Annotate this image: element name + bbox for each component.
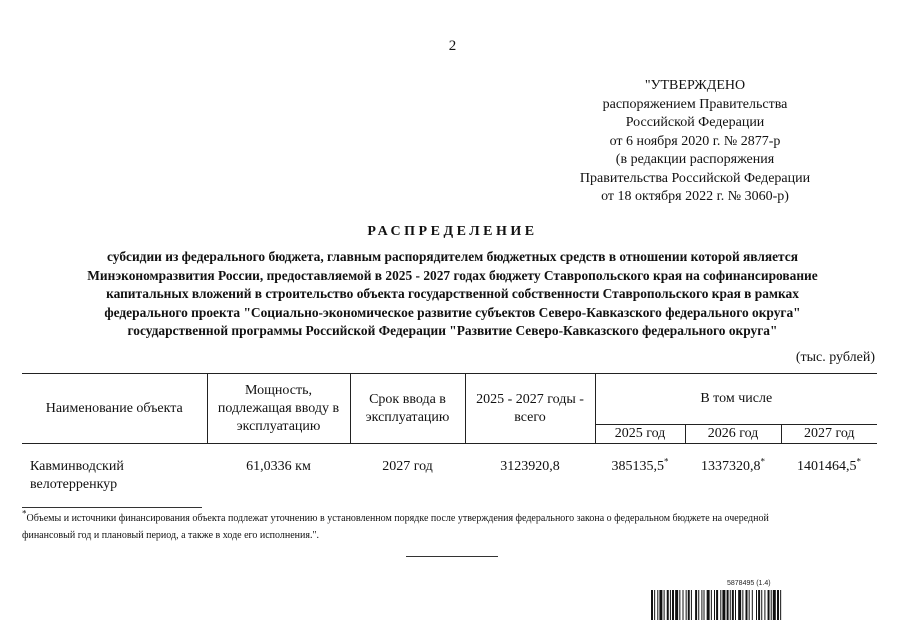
- header-capacity: Мощность, подлежащая вводу в эксплуатацию: [207, 374, 350, 444]
- footnote-mark: *: [856, 456, 861, 467]
- document-subtitle: [20, 248, 885, 341]
- barcode-bar: [664, 590, 665, 620]
- value-2025: 385135,5: [611, 459, 664, 474]
- subtitle-line: федерального проекта "Социально-экономическое развитие субъектов Северо-Кавказского федерального округа": [104, 304, 801, 320]
- barcode-bar: [683, 590, 684, 620]
- barcode-bar: [695, 590, 697, 620]
- cell-total: 3123920,8: [500, 459, 560, 474]
- footnote-mark: *: [22, 508, 27, 519]
- barcode-bar: [758, 590, 760, 620]
- page-number: 2: [448, 38, 457, 54]
- barcode-bar: [742, 590, 743, 620]
- barcode-bar: [773, 590, 776, 620]
- subtitle-line: Минэкономразвития России, предоставляемой в 2025 - 2027 годах бюджету Ставропольского края на софинансирование: [87, 267, 818, 283]
- cell-2025: [595, 444, 685, 495]
- barcode-bar: [704, 590, 705, 620]
- header-2026: 2026 год: [685, 425, 781, 444]
- footnote-mark: *: [664, 456, 669, 467]
- barcode-bar: [732, 590, 734, 620]
- header-name: Наименование объекта: [22, 374, 207, 444]
- barcode-bar: [679, 590, 680, 620]
- header-total: 2025 - 2027 годы - всего: [465, 374, 595, 444]
- approval-line: от 6 ноября 2020 г. № 2877-р: [609, 133, 781, 149]
- barcode-bar: [756, 590, 757, 620]
- barcode-bar: [651, 590, 653, 620]
- header-2025: 2025 год: [595, 425, 685, 444]
- cell-object-name: Кавминводский велотерренкур: [30, 459, 124, 492]
- cell-capacity: 61,0336 км: [246, 459, 311, 474]
- approval-stamp: [560, 77, 830, 207]
- cell-commissioning: 2027 год: [382, 459, 433, 474]
- approval-line: от 18 октября 2022 г. № 3060-р): [601, 189, 789, 204]
- table-row: [22, 444, 877, 495]
- barcode-bar: [780, 590, 781, 620]
- footnote-separator: [22, 507, 202, 508]
- document-title: РАСПРЕДЕЛЕНИЕ: [367, 224, 538, 239]
- approval-line: Российской Федерации: [625, 115, 765, 130]
- barcode-bar: [752, 590, 753, 620]
- footnote-text: Объемы и источники финансирования объекта подлежат уточнению в установленном порядке после утверждения федерального закона о федеральном бюджете на очередной: [26, 513, 769, 524]
- barcode-bar: [761, 590, 762, 620]
- barcode-bar: [698, 590, 699, 620]
- barcode-bar: [714, 590, 715, 620]
- barcode-bar: [672, 590, 674, 620]
- barcode-bar: [670, 590, 671, 620]
- barcode-bar: [657, 590, 658, 620]
- barcode-bar: [654, 590, 655, 620]
- footnote: [22, 510, 877, 544]
- barcode-bar: [711, 590, 712, 620]
- barcode-bar: [716, 590, 718, 620]
- barcode-bar: [777, 590, 779, 620]
- barcode-code: 5878495 (1.4): [727, 580, 771, 587]
- barcode-bar: [707, 590, 710, 620]
- barcode-bar: [738, 590, 741, 620]
- distribution-table: [22, 373, 877, 494]
- barcode-image: [651, 590, 875, 620]
- cell-2026: [685, 444, 781, 495]
- barcode-bar: [764, 590, 765, 620]
- header-including: В том числе: [595, 374, 877, 425]
- barcode-bar: [720, 590, 721, 620]
- header-2027: 2027 год: [781, 425, 877, 444]
- barcode-bar: [768, 590, 770, 620]
- barcode-bar: [691, 590, 692, 620]
- subtitle-line: государственной программы Российской Федерации "Развитие Северо-Кавказского федерального округа": [127, 323, 778, 338]
- footnote-line: финансовый год и плановый период, а также в ходе его исполнения.".: [22, 530, 320, 541]
- end-separator: [406, 556, 498, 557]
- cell-2027: [781, 444, 877, 495]
- barcode-bar: [675, 590, 678, 620]
- header-commissioning: Срок ввода в эксплуатацию: [350, 374, 465, 444]
- value-2026: 1337320,8: [701, 459, 761, 474]
- barcode-bar: [735, 590, 736, 620]
- value-2027: 1401464,5: [797, 459, 857, 474]
- barcode-bar: [688, 590, 690, 620]
- barcode-bar: [667, 590, 669, 620]
- barcode-bar: [771, 590, 772, 620]
- approval-line: распоряжением Правительства: [602, 96, 788, 112]
- barcode-bar: [701, 590, 702, 620]
- footnote-mark: *: [760, 456, 765, 467]
- barcode-bar: [659, 590, 662, 620]
- subtitle-line: капитальных вложений в строительство объекта государственной собственности Ставропольского края в рамках: [106, 286, 799, 301]
- subtitle-line: субсидии из федерального бюджета, главным распорядителем бюджетных средств в отношении которой является: [107, 249, 798, 264]
- footnote-line: [22, 510, 877, 527]
- barcode-bar: [686, 590, 687, 620]
- barcode-bar: [746, 590, 748, 620]
- barcode-bar: [727, 590, 729, 620]
- barcode-bar: [730, 590, 731, 620]
- barcode-bar: [749, 590, 750, 620]
- barcode-bar: [722, 590, 725, 620]
- units-label: (тыс. рублей): [795, 350, 875, 365]
- approval-line: (в редакции распоряжения: [615, 152, 775, 167]
- approval-line: Правительства Российской Федерации: [579, 170, 811, 186]
- approval-line: "УТВЕРЖДЕНО: [644, 78, 746, 93]
